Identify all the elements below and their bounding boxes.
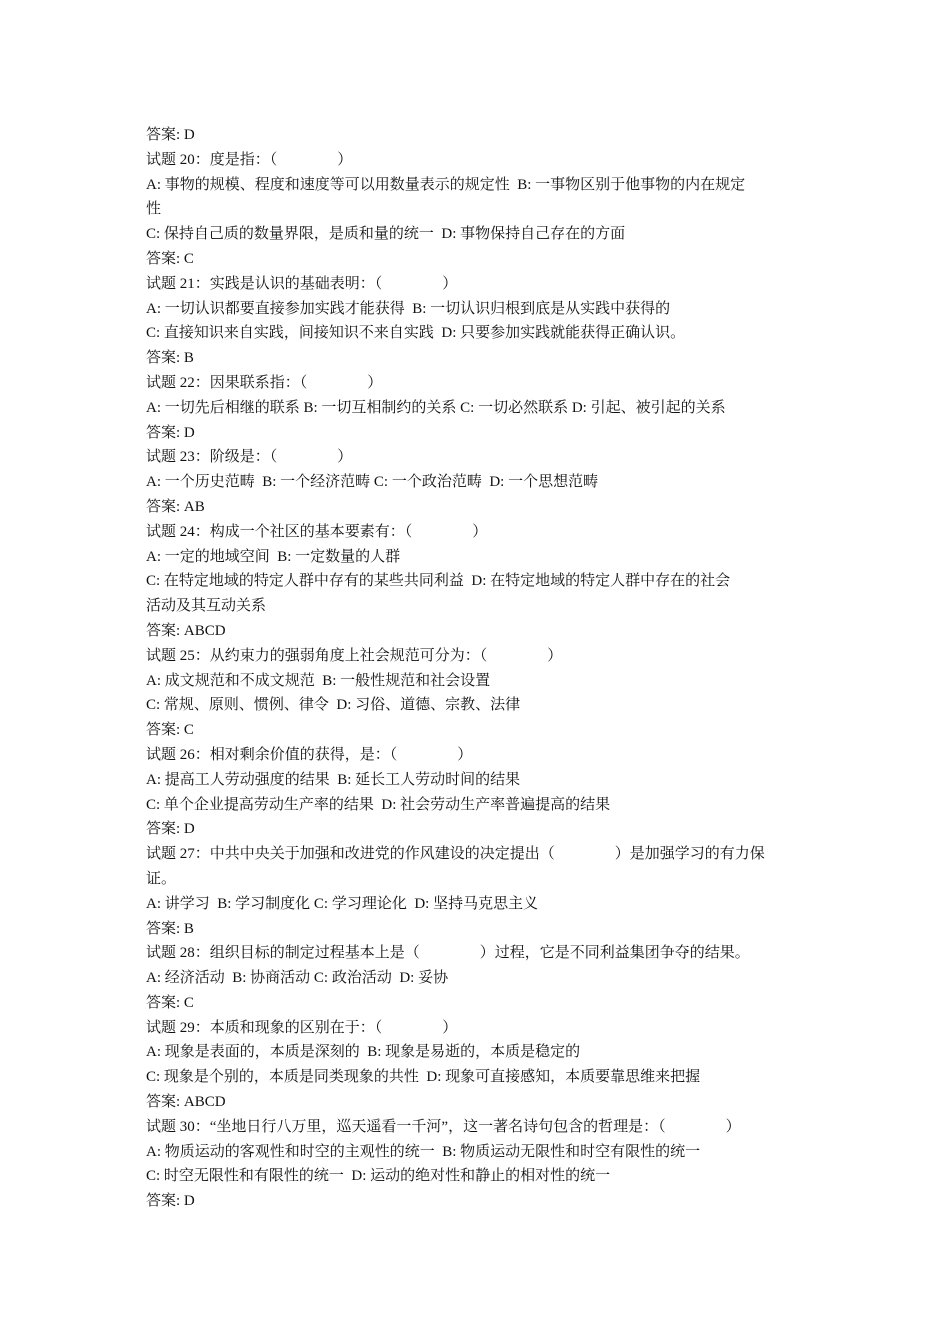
question-27-cont: 证。: [146, 870, 177, 887]
question-25: 试题 25：从约束力的强弱角度上社会规范可分为：（ ）: [146, 647, 563, 664]
question-28-options: A: 经济活动 B: 协商活动 C: 政治活动 D: 妥协: [146, 970, 449, 987]
question-20-options-cd: C: 保持自己质的数量界限，是质和量的统一 D: 事物保持自己存在的方面: [146, 226, 626, 243]
question-23-options: A: 一个历史范畴 B: 一个经济范畴 C: 一个政治范畴 D: 一个思想范畴: [146, 474, 599, 491]
question-26: 试题 26：相对剩余价值的获得，是：（ ）: [146, 746, 473, 763]
question-22-options: A: 一切先后相继的联系 B: 一切互相制约的关系 C: 一切必然联系 D: 引起、被引起的关系: [146, 399, 726, 416]
question-21-options-cd: C: 直接知识来自实践，间接知识不来自实践 D: 只要参加实践就能获得正确认识。: [146, 325, 686, 342]
answer-line-30: 答案: D: [146, 1193, 195, 1210]
answer-line-26: 答案: D: [146, 821, 195, 838]
question-25-options-ab: A: 成文规范和不成文规范 B: 一般性规范和社会设置: [146, 672, 491, 689]
question-24-options-cd: C: 在特定地域的特定人群中存有的某些共同利益 D: 在特定地域的特定人群中存在的社会: [146, 573, 731, 590]
question-20: 试题 20：度是指：（ ）: [146, 151, 353, 168]
answer-line-19: 答案: D: [146, 127, 195, 143]
answer-line-24: 答案: ABCD: [146, 622, 226, 639]
answer-line-23: 答案: AB: [146, 498, 205, 515]
answer-line-25: 答案: C: [146, 722, 194, 739]
answer-line-21: 答案: B: [146, 350, 194, 367]
question-24-options-ab: A: 一定的地域空间 B: 一定数量的人群: [146, 548, 401, 565]
question-29-options-cd: C: 现象是个别的，本质是同类现象的共性 D: 现象可直接感知，本质要靠思维来把握: [146, 1069, 701, 1086]
question-27-options: A: 讲学习 B: 学习制度化 C: 学习理论化 D: 坚持马克思主义: [146, 895, 539, 912]
question-25-options-cd: C: 常规、原则、惯例、律令 D: 习俗、道德、宗教、法律: [146, 697, 521, 714]
question-29: 试题 29：本质和现象的区别在于：（ ）: [146, 1019, 458, 1036]
question-30-options-cd: C: 时空无限性和有限性的统一 D: 运动的绝对性和静止的相对性的统一: [146, 1168, 611, 1185]
document-page: [146, 123, 814, 1214]
answer-line-29: 答案: ABCD: [146, 1094, 226, 1111]
question-23: 试题 23：阶级是：（ ）: [146, 449, 353, 466]
question-26-options-ab: A: 提高工人劳动强度的结果 B: 延长工人劳动时间的结果: [146, 771, 521, 788]
question-28: 试题 28：组织目标的制定过程基本上是（ ）过程，它是不同利益集团争夺的结果。: [146, 945, 750, 962]
question-21: 试题 21：实践是认识的基础表明：（ ）: [146, 275, 458, 292]
question-22: 试题 22：因果联系指：（ ）: [146, 374, 383, 391]
question-21-options-ab: A: 一切认识都要直接参加实践才能获得 B: 一切认识归根到底是从实践中获得的: [146, 300, 671, 317]
question-20-options-ab: A: 事物的规模、程度和速度等可以用数量表示的规定性 B: 一事物区别于他事物的内在规定: [146, 176, 746, 193]
question-30-options-ab: A: 物质运动的客观性和时空的主观性的统一 B: 物质运动无限性和时空有限性的统一: [146, 1143, 701, 1160]
answer-line-28: 答案: C: [146, 994, 194, 1011]
question-27: 试题 27：中共中央关于加强和改进党的作风建设的决定提出（ ）是加强学习的有力保: [146, 846, 765, 863]
question-24-options-cd-cont: 活动及其互动关系: [146, 598, 267, 615]
question-26-options-cd: C: 单个企业提高劳动生产率的结果 D: 社会劳动生产率普遍提高的结果: [146, 796, 611, 813]
answer-line-27: 答案: B: [146, 920, 194, 937]
question-29-options-ab: A: 现象是表面的，本质是深刻的 B: 现象是易逝的，本质是稳定的: [146, 1044, 581, 1061]
question-20-options-ab-cont: 性: [146, 201, 162, 218]
question-30: 试题 30：“坐地日行八万里，巡天遥看一千河”，这一著名诗句包含的哲理是：（ ）: [146, 1118, 741, 1135]
question-24: 试题 24：构成一个社区的基本要素有：（ ）: [146, 523, 488, 540]
answer-line-22: 答案: D: [146, 424, 195, 441]
answer-line-20: 答案: C: [146, 250, 194, 267]
